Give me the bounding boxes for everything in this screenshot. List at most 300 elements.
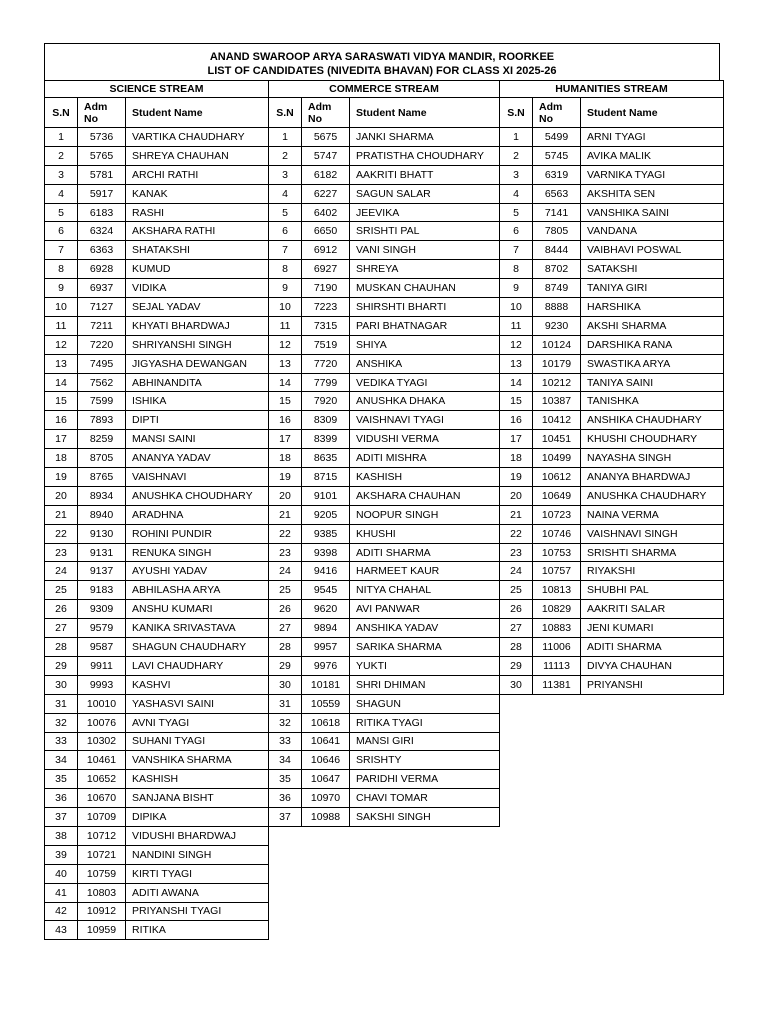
student-name-cell: SRISHTI PAL	[350, 222, 500, 241]
table-row	[45, 543, 269, 562]
serial-number-cell: 43	[45, 921, 78, 940]
table-row	[500, 184, 724, 203]
table-row	[269, 449, 500, 468]
admission-number-cell: 6363	[78, 241, 126, 260]
admission-number-cell: 5781	[78, 165, 126, 184]
serial-number-cell: 40	[45, 864, 78, 883]
table-row	[269, 241, 500, 260]
student-name-cell: TANISHKA	[581, 392, 724, 411]
admission-number-cell: 10723	[533, 505, 581, 524]
table-row	[269, 128, 500, 147]
admission-number-cell: 8934	[78, 486, 126, 505]
table-row	[269, 656, 500, 675]
student-name-cell: AVIKA MALIK	[581, 146, 724, 165]
student-name-cell: SHIYA	[350, 335, 500, 354]
serial-number-cell: 16	[45, 411, 78, 430]
student-name-cell: ANSHU KUMARI	[126, 600, 269, 619]
student-name-cell: NITYA CHAHAL	[350, 581, 500, 600]
streams-container	[44, 81, 720, 940]
table-row	[45, 260, 269, 279]
adm-label-line1: Adm	[539, 100, 563, 113]
admission-number-cell: 10412	[533, 411, 581, 430]
serial-number-cell: 36	[45, 789, 78, 808]
stream-title: COMMERCE STREAM	[269, 81, 500, 98]
admission-number-cell: 9957	[302, 638, 350, 657]
serial-number-cell: 5	[45, 203, 78, 222]
admission-number-cell: 8399	[302, 430, 350, 449]
admission-number-cell: 6912	[302, 241, 350, 260]
table-row	[45, 675, 269, 694]
table-row	[269, 146, 500, 165]
serial-number-cell: 28	[269, 638, 302, 657]
admission-number-cell: 10124	[533, 335, 581, 354]
serial-number-cell: 14	[269, 373, 302, 392]
science-stream-table	[44, 80, 269, 940]
serial-number-cell: 29	[500, 656, 533, 675]
serial-number-cell: 27	[45, 619, 78, 638]
admission-number-cell: 7920	[302, 392, 350, 411]
student-name-cell: KUMUD	[126, 260, 269, 279]
serial-number-cell: 29	[269, 656, 302, 675]
table-row	[45, 486, 269, 505]
table-row	[45, 184, 269, 203]
table-row	[500, 354, 724, 373]
student-name-cell: KASHISH	[350, 468, 500, 487]
student-name-cell: AKSHI SHARMA	[581, 316, 724, 335]
admission-number-cell: 8259	[78, 430, 126, 449]
admission-number-cell: 10647	[302, 770, 350, 789]
table-row	[269, 732, 500, 751]
student-name-cell: SAGUN SALAR	[350, 184, 500, 203]
student-name-cell: TANIYA SAINI	[581, 373, 724, 392]
admission-number-cell: 9101	[302, 486, 350, 505]
serial-number-cell: 27	[269, 619, 302, 638]
serial-number-cell: 17	[269, 430, 302, 449]
table-row	[45, 449, 269, 468]
table-row	[269, 316, 500, 335]
admission-number-cell: 9620	[302, 600, 350, 619]
student-name-cell: AVI PANWAR	[350, 600, 500, 619]
serial-number-cell: 25	[45, 581, 78, 600]
table-row	[500, 222, 724, 241]
serial-number-cell: 11	[500, 316, 533, 335]
admission-number-cell: 8749	[533, 279, 581, 298]
serial-number-cell: 15	[45, 392, 78, 411]
student-name-cell: MANSI GIRI	[350, 732, 500, 751]
table-row	[500, 373, 724, 392]
table-row	[269, 543, 500, 562]
student-name-cell: JIGYASHA DEWANGAN	[126, 354, 269, 373]
serial-number-cell: 30	[45, 675, 78, 694]
admission-number-cell: 10757	[533, 562, 581, 581]
table-row	[500, 392, 724, 411]
admission-number-cell: 5765	[78, 146, 126, 165]
adm-label-line2: No	[308, 112, 323, 125]
admission-number-cell: 6183	[78, 203, 126, 222]
table-row	[269, 222, 500, 241]
student-name-cell: AVNI TYAGI	[126, 713, 269, 732]
admission-number-cell: 10641	[302, 732, 350, 751]
serial-number-cell: 38	[45, 826, 78, 845]
admission-number-cell: 10759	[78, 864, 126, 883]
student-name-cell: ADITI AWANA	[126, 883, 269, 902]
student-name-cell: MUSKAN CHAUHAN	[350, 279, 500, 298]
admission-number-cell: 10612	[533, 468, 581, 487]
student-name-cell: VIDIKA	[126, 279, 269, 298]
serial-number-cell: 9	[500, 279, 533, 298]
student-name-cell: KANIKA SRIVASTAVA	[126, 619, 269, 638]
table-row	[269, 675, 500, 694]
admission-number-cell: 10970	[302, 789, 350, 808]
admission-number-cell: 10652	[78, 770, 126, 789]
admission-number-cell: 7141	[533, 203, 581, 222]
student-name-cell: PRIYANSHI	[581, 675, 724, 694]
student-name-cell: VARNIKA TYAGI	[581, 165, 724, 184]
admission-number-cell: 6937	[78, 279, 126, 298]
table-row	[45, 203, 269, 222]
student-name-cell: ANSHIKA CHAUDHARY	[581, 411, 724, 430]
student-name-cell: SWASTIKA ARYA	[581, 354, 724, 373]
student-name-cell: ARADHNA	[126, 505, 269, 524]
table-row	[45, 298, 269, 317]
student-name-cell: VAISHNAVI TYAGI	[350, 411, 500, 430]
student-name-cell: SHAGUN	[350, 694, 500, 713]
student-name-cell: NAINA VERMA	[581, 505, 724, 524]
admission-number-cell: 8715	[302, 468, 350, 487]
admission-number-cell: 7720	[302, 354, 350, 373]
admission-number-cell: 9205	[302, 505, 350, 524]
table-row	[45, 354, 269, 373]
serial-number-cell: 6	[500, 222, 533, 241]
serial-number-cell: 8	[500, 260, 533, 279]
table-row	[500, 486, 724, 505]
student-name-cell: RITIKA	[126, 921, 269, 940]
adm-label-line2: No	[84, 112, 98, 125]
table-row	[45, 921, 269, 940]
student-name-cell: SRISHTI SHARMA	[581, 543, 724, 562]
student-name-cell: KIRTI TYAGI	[126, 864, 269, 883]
admission-number-cell: 10076	[78, 713, 126, 732]
serial-number-cell: 29	[45, 656, 78, 675]
adm-label-line1: Adm	[84, 100, 108, 113]
serial-number-cell: 2	[500, 146, 533, 165]
admission-number-cell: 10302	[78, 732, 126, 751]
serial-number-cell: 1	[500, 128, 533, 147]
admission-number-cell: 6227	[302, 184, 350, 203]
table-row	[45, 316, 269, 335]
serial-number-cell: 32	[45, 713, 78, 732]
serial-number-cell: 20	[269, 486, 302, 505]
serial-number-cell: 5	[500, 203, 533, 222]
admission-number-cell: 11006	[533, 638, 581, 657]
student-name-cell: RIYAKSHI	[581, 562, 724, 581]
student-name-cell: NANDINI SINGH	[126, 845, 269, 864]
serial-number-cell: 3	[45, 165, 78, 184]
admission-number-cell: 10709	[78, 808, 126, 827]
admission-number-cell: 8444	[533, 241, 581, 260]
student-name-cell: SHIRSHTI BHARTI	[350, 298, 500, 317]
table-row	[269, 619, 500, 638]
serial-number-cell: 1	[45, 128, 78, 147]
serial-number-cell: 30	[500, 675, 533, 694]
admission-number-cell: 10670	[78, 789, 126, 808]
student-name-cell: SANJANA BISHT	[126, 789, 269, 808]
table-row	[269, 165, 500, 184]
student-name-cell: ANUSHKA CHOUDHARY	[126, 486, 269, 505]
table-row	[500, 146, 724, 165]
table-row	[500, 505, 724, 524]
table-row	[500, 468, 724, 487]
serial-number-cell: 19	[269, 468, 302, 487]
table-row	[45, 826, 269, 845]
table-row	[269, 789, 500, 808]
serial-number-cell: 18	[500, 449, 533, 468]
student-name-cell: AAKRITI SALAR	[581, 600, 724, 619]
admission-number-cell: 9183	[78, 581, 126, 600]
student-name-cell: ADITI MISHRA	[350, 449, 500, 468]
serial-number-cell: 26	[500, 600, 533, 619]
student-name-cell: VAISHNAVI SINGH	[581, 524, 724, 543]
student-name-cell: RASHI	[126, 203, 269, 222]
table-row	[45, 845, 269, 864]
student-name-cell: SEJAL YADAV	[126, 298, 269, 317]
table-row	[500, 524, 724, 543]
student-name-cell: SHRIYANSHI SINGH	[126, 335, 269, 354]
serial-number-cell: 25	[269, 581, 302, 600]
stream-title: SCIENCE STREAM	[45, 81, 269, 98]
admission-number-cell: 9911	[78, 656, 126, 675]
admission-number-cell: 6927	[302, 260, 350, 279]
serial-number-cell: 26	[45, 600, 78, 619]
student-name-cell: VIDUSHI VERMA	[350, 430, 500, 449]
column-header-sn: S.N	[45, 98, 78, 128]
serial-number-cell: 8	[269, 260, 302, 279]
column-header-adm-no	[533, 98, 581, 128]
serial-number-cell: 7	[500, 241, 533, 260]
student-name-cell: VANSHIKA SHARMA	[126, 751, 269, 770]
table-row	[500, 543, 724, 562]
table-row	[45, 524, 269, 543]
serial-number-cell: 30	[269, 675, 302, 694]
student-name-cell: AKSHARA CHAUHAN	[350, 486, 500, 505]
serial-number-cell: 37	[269, 808, 302, 827]
serial-number-cell: 18	[269, 449, 302, 468]
admission-number-cell: 9587	[78, 638, 126, 657]
table-row	[500, 279, 724, 298]
table-row	[45, 392, 269, 411]
serial-number-cell: 11	[45, 316, 78, 335]
table-row	[500, 260, 724, 279]
student-name-cell: ANUSHKA CHAUDHARY	[581, 486, 724, 505]
admission-number-cell: 9230	[533, 316, 581, 335]
admission-number-cell: 7893	[78, 411, 126, 430]
student-name-cell: CHAVI TOMAR	[350, 789, 500, 808]
admission-number-cell: 10829	[533, 600, 581, 619]
table-row	[500, 411, 724, 430]
serial-number-cell: 36	[269, 789, 302, 808]
admission-number-cell: 9385	[302, 524, 350, 543]
admission-number-cell: 9416	[302, 562, 350, 581]
humanities-stream-table	[499, 80, 724, 695]
student-name-cell: AYUSHI YADAV	[126, 562, 269, 581]
serial-number-cell: 9	[269, 279, 302, 298]
column-header-sn: S.N	[500, 98, 533, 128]
admission-number-cell: 5736	[78, 128, 126, 147]
table-row	[45, 581, 269, 600]
student-name-cell: KHUSHI CHOUDHARY	[581, 430, 724, 449]
serial-number-cell: 19	[45, 468, 78, 487]
table-row	[269, 203, 500, 222]
serial-number-cell: 11	[269, 316, 302, 335]
table-row	[269, 713, 500, 732]
adm-label-line2: No	[539, 112, 554, 125]
table-row	[269, 279, 500, 298]
candidate-list-sheet	[44, 43, 720, 940]
serial-number-cell: 34	[45, 751, 78, 770]
serial-number-cell: 24	[269, 562, 302, 581]
student-name-cell: ANSHIKA	[350, 354, 500, 373]
serial-number-cell: 12	[45, 335, 78, 354]
serial-number-cell: 37	[45, 808, 78, 827]
serial-number-cell: 4	[269, 184, 302, 203]
admission-number-cell: 7211	[78, 316, 126, 335]
serial-number-cell: 15	[500, 392, 533, 411]
table-row	[45, 373, 269, 392]
student-name-cell: AKSHARA RATHI	[126, 222, 269, 241]
student-name-cell: TANIYA GIRI	[581, 279, 724, 298]
admission-number-cell: 7220	[78, 335, 126, 354]
student-name-cell: DIPIKA	[126, 808, 269, 827]
serial-number-cell: 21	[45, 505, 78, 524]
table-row	[500, 430, 724, 449]
table-row	[45, 146, 269, 165]
serial-number-cell: 22	[45, 524, 78, 543]
student-name-cell: SATAKSHI	[581, 260, 724, 279]
student-name-cell: YASHASVI SAINI	[126, 694, 269, 713]
admission-number-cell: 5917	[78, 184, 126, 203]
student-name-cell: RENUKA SINGH	[126, 543, 269, 562]
student-name-cell: AKSHITA SEN	[581, 184, 724, 203]
serial-number-cell: 21	[269, 505, 302, 524]
admission-number-cell: 7495	[78, 354, 126, 373]
serial-number-cell: 19	[500, 468, 533, 487]
serial-number-cell: 25	[500, 581, 533, 600]
admission-number-cell: 10746	[533, 524, 581, 543]
admission-number-cell: 9579	[78, 619, 126, 638]
serial-number-cell: 24	[45, 562, 78, 581]
table-row	[500, 335, 724, 354]
serial-number-cell: 28	[500, 638, 533, 657]
table-row	[269, 751, 500, 770]
serial-number-cell: 24	[500, 562, 533, 581]
serial-number-cell: 3	[500, 165, 533, 184]
serial-number-cell: 18	[45, 449, 78, 468]
serial-number-cell: 13	[269, 354, 302, 373]
table-row	[269, 298, 500, 317]
serial-number-cell: 9	[45, 279, 78, 298]
student-name-cell: KASHISH	[126, 770, 269, 789]
serial-number-cell: 33	[269, 732, 302, 751]
table-row	[45, 656, 269, 675]
student-name-cell: ADITI SHARMA	[581, 638, 724, 657]
admission-number-cell: 8309	[302, 411, 350, 430]
serial-number-cell: 23	[269, 543, 302, 562]
table-row	[45, 335, 269, 354]
serial-number-cell: 14	[45, 373, 78, 392]
admission-number-cell: 7127	[78, 298, 126, 317]
admission-number-cell: 10753	[533, 543, 581, 562]
student-name-cell: SUHANI TYAGI	[126, 732, 269, 751]
table-row	[45, 279, 269, 298]
student-name-cell: NOOPUR SINGH	[350, 505, 500, 524]
table-row	[45, 165, 269, 184]
student-name-cell: PARIDHI VERMA	[350, 770, 500, 789]
student-name-cell: ABHINANDITA	[126, 373, 269, 392]
serial-number-cell: 6	[45, 222, 78, 241]
student-name-cell: ISHIKA	[126, 392, 269, 411]
table-row	[269, 335, 500, 354]
table-row	[269, 468, 500, 487]
serial-number-cell: 17	[45, 430, 78, 449]
admission-number-cell: 5745	[533, 146, 581, 165]
admission-number-cell: 8888	[533, 298, 581, 317]
table-row	[500, 203, 724, 222]
student-name-cell: PARI BHATNAGAR	[350, 316, 500, 335]
serial-number-cell: 4	[500, 184, 533, 203]
student-name-cell: SHRI DHIMAN	[350, 675, 500, 694]
column-header-student-name: Student Name	[581, 98, 724, 128]
admission-number-cell: 7190	[302, 279, 350, 298]
serial-number-cell: 2	[45, 146, 78, 165]
table-row	[45, 562, 269, 581]
admission-number-cell: 9137	[78, 562, 126, 581]
serial-number-cell: 7	[269, 241, 302, 260]
admission-number-cell: 6324	[78, 222, 126, 241]
table-row	[500, 600, 724, 619]
admission-number-cell: 5499	[533, 128, 581, 147]
table-row	[45, 770, 269, 789]
student-name-cell: VANDANA	[581, 222, 724, 241]
admission-number-cell: 6928	[78, 260, 126, 279]
table-row	[45, 883, 269, 902]
admission-number-cell: 5747	[302, 146, 350, 165]
serial-number-cell: 13	[500, 354, 533, 373]
column-header-adm-no	[78, 98, 126, 128]
student-name-cell: SHUBHI PAL	[581, 581, 724, 600]
serial-number-cell: 6	[269, 222, 302, 241]
serial-number-cell: 22	[500, 524, 533, 543]
column-header-student-name: Student Name	[350, 98, 500, 128]
table-row	[269, 392, 500, 411]
student-name-cell: HARSHIKA	[581, 298, 724, 317]
student-name-cell: VAIBHAVI POSWAL	[581, 241, 724, 260]
table-row	[269, 638, 500, 657]
serial-number-cell: 32	[269, 713, 302, 732]
school-name: ANAND SWAROOP ARYA SARASWATI VIDYA MANDIR, ROORKEE	[209, 51, 555, 63]
student-name-cell: VANSHIKA SAINI	[581, 203, 724, 222]
admission-number-cell: 10212	[533, 373, 581, 392]
admission-number-cell: 9398	[302, 543, 350, 562]
student-name-cell: MANSI SAINI	[126, 430, 269, 449]
table-row	[269, 430, 500, 449]
admission-number-cell: 9894	[302, 619, 350, 638]
table-row	[45, 902, 269, 921]
table-row	[45, 128, 269, 147]
student-name-cell: SHREYA CHAUHAN	[126, 146, 269, 165]
admission-number-cell: 7315	[302, 316, 350, 335]
document-header	[44, 43, 720, 81]
serial-number-cell: 3	[269, 165, 302, 184]
